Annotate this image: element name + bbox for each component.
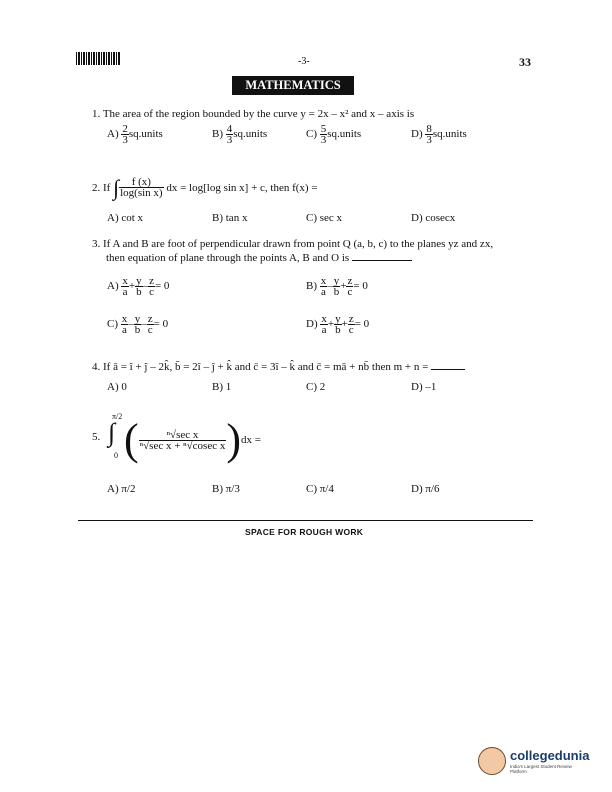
page-mark: -3-: [298, 56, 310, 67]
q3-option-c: C) $\frac{x}{a}$ – $\frac{y}{b}$ – $\frac{z}{c}$ = 0: [107, 313, 169, 336]
q5-option-c: C) π/4: [306, 483, 334, 495]
q4-option-d: D) –1: [411, 381, 437, 393]
question-2: 2. If ∫ $\frac{f (x)}{\text{log(sin x)}}$ dx = log[log sin x] + c, then f(x) =: [92, 174, 318, 200]
question-4: 4. If ā = î + ĵ – 2k̂, b̄ = 2î – ĵ + k̂ and c̄ = 3î – k̂ and c̄ = mā + nb̄ then m + n =: [92, 360, 465, 374]
question-1: [92, 107, 414, 121]
q1-option-d: D) $\frac{8}{3}$ sq.units: [411, 123, 467, 146]
q1-option-b: B) $\frac{4}{3}$ sq.units: [212, 123, 268, 146]
upper-limit: π/2: [112, 412, 123, 421]
q3-option-d: D) $\frac{x}{a}$ + $\frac{y}{b}$ + $\frac{z}{c}$ = 0: [306, 313, 370, 336]
q5-option-a: A) π/2: [107, 483, 136, 495]
question-text: The area of the region bounded by the curve y = 2x – x² and x – axis is: [102, 108, 415, 120]
barcode: [76, 52, 120, 65]
q4-option-b: B) 1: [212, 381, 232, 393]
question-number-5: 5.: [92, 431, 101, 443]
q5-integrand: ( $\frac{\text{ⁿ√sec x}}{\text{ⁿ√sec x + ⁿ√cosec x}}$ ) dx =: [124, 415, 261, 464]
q4-option-a: A) 0: [107, 381, 127, 393]
q4-option-c: C) 2: [306, 381, 326, 393]
rough-work-label: SPACE FOR ROUGH WORK: [245, 527, 364, 537]
q5-option-d: D) π/6: [411, 483, 440, 495]
lower-limit: 0: [114, 451, 118, 460]
integral-sign: ∫: [113, 174, 120, 200]
q1-option-c: C) $\frac{5}{3}$ sq.units: [306, 123, 362, 146]
q3-option-a: A) $\frac{x}{a}$ + $\frac{y}{b}$ – $\frac{z}{c}$ = 0: [107, 275, 170, 298]
subject-banner: MATHEMATICS: [232, 76, 354, 95]
question-number: 1.: [92, 108, 101, 120]
mascot-icon: [478, 747, 506, 775]
page-number: 33: [519, 55, 531, 69]
question-number: 2.: [92, 181, 101, 194]
q2-option-a: A) cot x: [107, 212, 144, 224]
q2-option-d: D) cosecx: [411, 212, 456, 224]
q3-option-b: B) $\frac{x}{a}$ – $\frac{y}{b}$ + $\frac{z}{c}$ = 0: [306, 275, 368, 298]
q1-option-a: A) $\frac{2}{3}$ sq.units: [107, 123, 163, 146]
collegedunia-logo: collegedunia India's Largest Student Review Platform: [478, 745, 588, 775]
divider: [78, 520, 533, 521]
question-3: 3. If A and B are foot of perpendicular drawn from point Q (a, b, c) to the planes yz and zx, then equation of plane through the points A, B and O is: [92, 238, 494, 264]
q2-option-c: C) sec x: [306, 212, 343, 224]
q2-option-b: B) tan x: [212, 212, 248, 224]
integral-sign: ∫: [108, 418, 116, 447]
q5-option-b: B) π/3: [212, 483, 240, 495]
